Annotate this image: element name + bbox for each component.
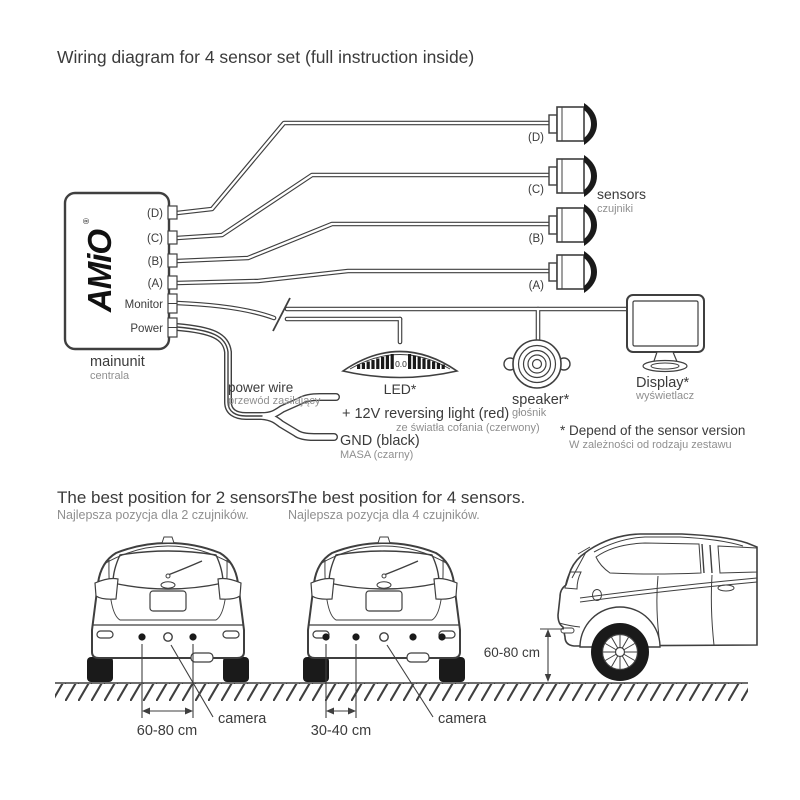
sensor-c-label: (C) <box>528 184 544 196</box>
car-rear-4-sensors <box>303 537 465 682</box>
amio-logo <box>81 218 118 313</box>
sensor-dot <box>438 633 445 640</box>
sensor-dot <box>322 633 329 640</box>
camera-label-two: camera <box>218 711 267 727</box>
port-label-c: (C) <box>147 233 163 245</box>
distance-label-four: 30-40 cm <box>310 723 372 739</box>
ground <box>55 683 748 701</box>
sensor-dot <box>189 633 196 640</box>
led-readout: 0.0 <box>395 359 407 369</box>
sensor-wires <box>177 123 549 283</box>
port-label-d: (D) <box>147 208 163 220</box>
speaker <box>504 340 570 419</box>
display-monitor <box>627 295 704 402</box>
sensors-label: sensors <box>597 186 647 202</box>
wheel <box>591 623 649 681</box>
sensor-dot <box>352 633 359 640</box>
power-wire-label: power wire <box>228 380 294 395</box>
power-wire-label-pl: przewód zasilający <box>228 395 321 407</box>
port-label-b: (B) <box>147 256 163 268</box>
svg-text:®: ® <box>82 218 91 224</box>
led-label: LED* <box>383 381 417 397</box>
display-label-pl: wyświetlacz <box>636 390 695 402</box>
four-sensor-subheading: Najlepsza pozycja dla 4 czujników. <box>288 508 480 522</box>
main-unit-label-pl: centrala <box>90 370 130 382</box>
sensor-dot <box>138 633 145 640</box>
wire-break-icon <box>273 298 290 331</box>
car-rear-2-sensors <box>87 537 249 682</box>
sensor-a-label: (A) <box>528 280 544 292</box>
sensor-b-label: (B) <box>528 233 544 245</box>
sensor-dot <box>409 633 416 640</box>
page-title: Wiring diagram for 4 sensor set (full instruction inside) <box>57 47 475 67</box>
port-label-power: Power <box>130 323 163 335</box>
footnote-pl: W zależności od rodzaju zestawu <box>569 439 732 451</box>
camera-dot <box>164 633 172 641</box>
port-label-a: (A) <box>147 278 163 290</box>
two-sensor-heading: The best position for 2 sensors. <box>57 488 295 507</box>
monitor-wire <box>177 298 627 342</box>
sensors-label-pl: czujniki <box>597 203 634 215</box>
car-side-view <box>558 534 757 681</box>
reversing-light-label-pl: ze światła cofania (czerwony) <box>396 422 540 434</box>
speaker-label-pl: głośnik <box>512 407 547 419</box>
footnote: * Depend of the sensor version <box>560 423 746 438</box>
reversing-light-label: + 12V reversing light (red) <box>342 406 510 422</box>
led-display <box>343 352 457 398</box>
main-unit <box>65 193 177 382</box>
height-label-side: 60-80 cm <box>483 645 540 660</box>
speaker-body <box>513 340 561 388</box>
two-sensor-subheading: Najlepsza pozycja dla 2 czujników. <box>57 508 249 522</box>
gnd-label: GND (black) <box>340 433 420 449</box>
port-label-monitor: Monitor <box>124 299 163 311</box>
distance-label-two: 60-80 cm <box>136 723 198 739</box>
camera-label-four: camera <box>438 711 487 727</box>
sensor-d-label: (D) <box>528 132 544 144</box>
gnd-label-pl: MASA (czarny) <box>340 449 414 461</box>
camera-dot <box>380 633 388 641</box>
svg-text:AMiO: AMiO <box>81 229 118 313</box>
main-unit-label: mainunit <box>90 354 145 370</box>
measurement-side-height <box>484 629 564 682</box>
display-label: Display* <box>636 375 690 391</box>
four-sensor-heading: The best position for 4 sensors. <box>288 488 526 507</box>
speaker-label: speaker* <box>512 392 570 408</box>
